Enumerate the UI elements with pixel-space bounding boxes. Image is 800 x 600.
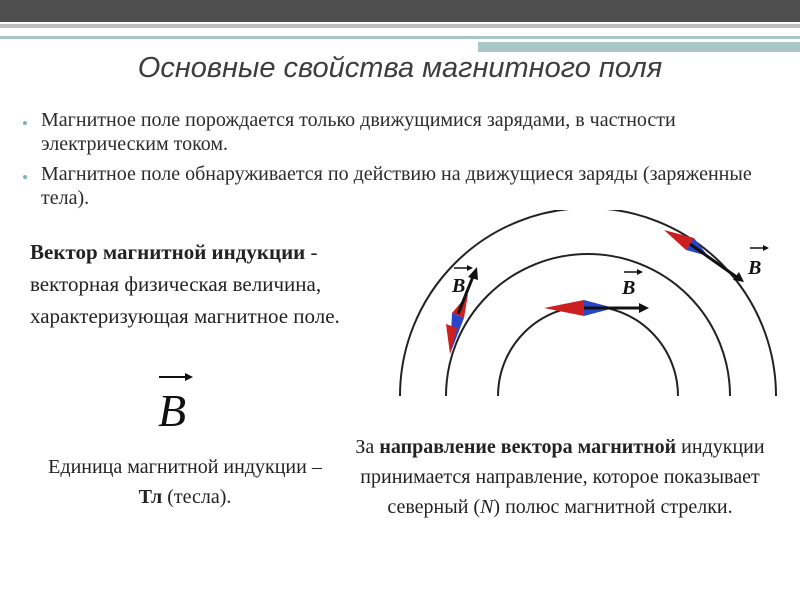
bullet-text: Магнитное поле обнаруживается по действию на движущиеся заряды (заряженные тела). (41, 163, 752, 209)
bullet-list (22, 108, 782, 216)
definition-term: Вектор магнитной индукции (30, 240, 306, 264)
unit-text (40, 452, 330, 512)
slide-title: Основные свойства магнитного поля (137, 52, 663, 84)
bullet-text: Магнитное поле порождается только движущимися зарядами, в частности электрическим током. (41, 109, 676, 155)
top-bar (0, 0, 800, 22)
bullet-dot-icon: • (22, 168, 28, 187)
definition-block (30, 236, 410, 332)
diagram-label-b: B (748, 257, 762, 279)
accent-block (478, 42, 800, 52)
unit-prefix: Единица магнитной индукции – (48, 456, 322, 478)
bullet-item (22, 162, 782, 210)
direction-text (330, 432, 790, 522)
direction-bold: направление вектора магнитной (379, 436, 677, 458)
bullet-dot-icon: • (22, 114, 28, 133)
field-lines-diagram (388, 210, 800, 396)
direction-prefix: За (355, 436, 380, 458)
vector-b-letter: B (158, 385, 187, 432)
bullet-item (22, 108, 782, 156)
field-line-middle (446, 254, 730, 396)
direction-n-pole: N (480, 496, 494, 518)
accent-line (0, 36, 800, 39)
diagram-label-b: B (622, 277, 636, 299)
label-b-middle (621, 269, 643, 299)
field-line-inner (498, 306, 678, 396)
compass-needle-right (664, 230, 744, 282)
direction-body: индукции принимается направление, которое показывает северный ( (360, 436, 765, 518)
compass-needle-middle (544, 300, 649, 316)
unit-tesla: Тл (138, 486, 163, 508)
unit-suffix: (тесла). (162, 486, 232, 508)
label-b-right (747, 245, 769, 279)
top-stripe (0, 24, 800, 28)
direction-suffix: ) полюс магнитной стрелки. (493, 496, 733, 518)
definition-text: векторная физическая величина, характеризующая магнитное поле. (30, 272, 340, 328)
diagram-label-b: B (452, 275, 466, 297)
definition-dash: - (305, 240, 318, 264)
vector-b-symbol (156, 370, 196, 432)
